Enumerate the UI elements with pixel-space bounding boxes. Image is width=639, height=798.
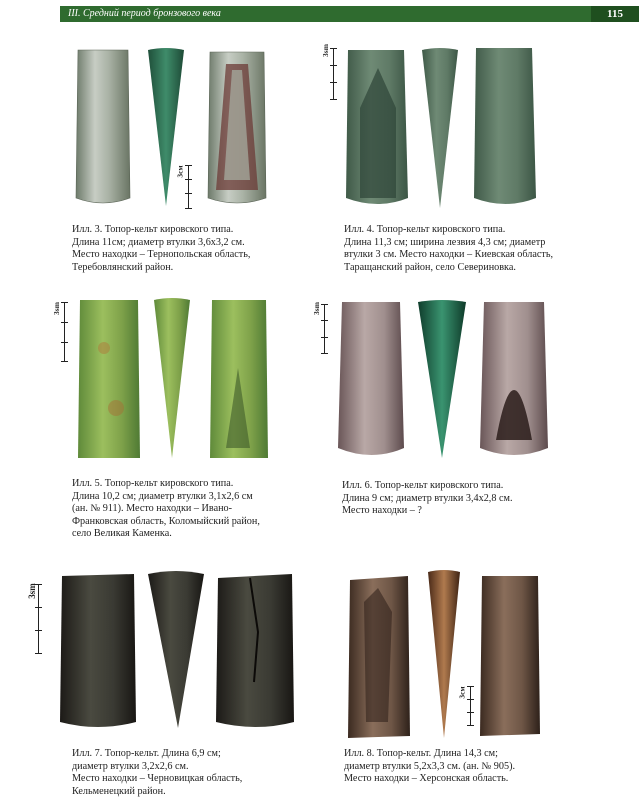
celt-ill7-side-view xyxy=(144,570,208,730)
celt-ill5-side-view xyxy=(150,298,194,460)
celt-ill7-front-view xyxy=(56,572,140,732)
celt-ill8-side-view xyxy=(424,570,464,740)
caption-ill5: Илл. 5. Топор-кельт кировского типа. Длина 10,2 см; диаметр втулки 3,1х2,6 см (ан. № 911). Место находки – Ивано- Франковская область, Коломыйский район, село Великая Каменка. xyxy=(72,478,260,540)
page-header-bar xyxy=(60,6,639,22)
scale-ruler-ill5: 3sm xyxy=(56,302,72,372)
celt-ill3-front-view xyxy=(70,48,136,208)
celt-ill5-back-view xyxy=(208,298,270,460)
celt-ill4-side-view xyxy=(418,48,462,210)
celt-ill8-front-view xyxy=(344,572,414,740)
scale-ruler-ill3: 3см xyxy=(180,165,196,215)
celt-ill5-front-view xyxy=(76,298,142,460)
scale-ruler-ill4: 3sm xyxy=(325,48,341,108)
celt-ill6-front-view xyxy=(336,300,406,462)
page-number: 115 xyxy=(591,6,639,22)
scale-ruler-ill7: 3sm xyxy=(30,584,48,662)
celt-ill4-front-view xyxy=(470,46,540,210)
caption-ill8: Илл. 8. Топор-кельт. Длина 14,3 см; диаметр втулки 5,2х3,3 см. (ан. № 905). Место находки – Херсонская область. xyxy=(344,748,516,785)
celt-ill6-side-view xyxy=(412,300,472,460)
celt-ill3-back-view xyxy=(202,50,272,208)
celt-ill4-back-view xyxy=(342,48,412,210)
caption-ill3: Илл. 3. Топор-кельт кировского типа. Длина 11см; диаметр втулки 3,6х3,2 см. Место находки – Тернопольская область, Теребовлянский район. xyxy=(72,224,251,273)
scale-ruler-ill6: 3sm xyxy=(316,304,332,362)
celt-ill7-back-view xyxy=(214,572,296,732)
caption-ill4: Илл. 4. Топор-кельт кировского типа. Длина 11,3 см; ширина лезвия 4,3 см; диаметр втулки 3 см. Место находки – Киевская область, Таращанский район, село Севериновка. xyxy=(344,224,554,273)
scale-ruler-ill8: 3см xyxy=(462,686,478,732)
caption-ill6: Илл. 6. Топор-кельт кировского типа. Длина 9 см; диаметр втулки 3,4х2,8 см. Место находки – ? xyxy=(342,480,513,517)
caption-ill7: Илл. 7. Топор-кельт. Длина 6,9 см; диаметр втулки 3,2х2,6 см. Место находки – Черновицкая область, Кельменецкий район. xyxy=(72,748,243,797)
section-title: III. Средний период бронзового века xyxy=(68,8,221,19)
celt-ill8-back-view xyxy=(478,574,542,738)
celt-ill6-back-view xyxy=(478,300,550,462)
